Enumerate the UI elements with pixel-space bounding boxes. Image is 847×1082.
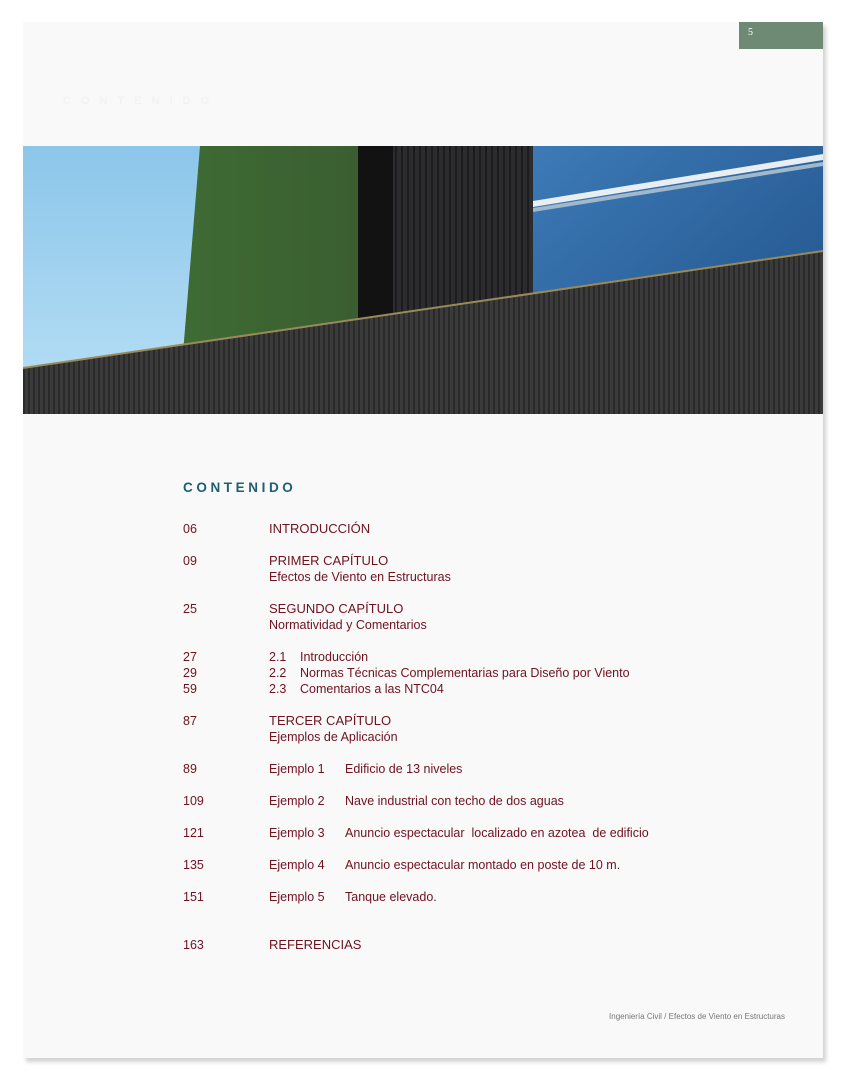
toc-entry-label: Normas Técnicas Complementarias para Diseño por Viento <box>300 666 630 680</box>
toc-example-code: Ejemplo 1 <box>269 762 325 776</box>
toc-section-code: 2.1 <box>269 650 287 664</box>
toc-page-number: 25 <box>183 602 197 616</box>
toc-page-number: 27 <box>183 650 197 664</box>
toc-example-code: Ejemplo 4 <box>269 858 325 872</box>
toc-page-number: 109 <box>183 794 204 808</box>
toc-entry-label: SEGUNDO CAPÍTULO <box>269 601 404 616</box>
toc-title: CONTENIDO <box>183 480 297 495</box>
toc-entry-subtitle: Normatividad y Comentarios <box>269 618 427 632</box>
running-footer: Ingeniería Civil / Efectos de Viento en Estructuras <box>609 1012 785 1021</box>
page-number-tab <box>739 22 823 49</box>
toc-page-number: 121 <box>183 826 204 840</box>
toc-entry-label: Comentarios a las NTC04 <box>300 682 444 696</box>
toc-example-code: Ejemplo 3 <box>269 826 325 840</box>
toc-page-number: 135 <box>183 858 204 872</box>
document-page <box>23 22 823 1058</box>
toc-entry-label: Anuncio espectacular localizado en azotea de edificio <box>345 826 649 840</box>
toc-section-code: 2.3 <box>269 682 287 696</box>
toc-example-code: Ejemplo 2 <box>269 794 325 808</box>
toc-page-number: 163 <box>183 938 204 952</box>
toc-entry-label: Introducción <box>300 650 369 664</box>
toc-page-number: 59 <box>183 682 197 696</box>
toc-entry-subtitle: Efectos de Viento en Estructuras <box>269 570 451 584</box>
toc-entry-subtitle: Ejemplos de Aplicación <box>269 730 398 744</box>
toc-entry-label: Anuncio espectacular montado en poste de 10 m. <box>345 858 621 872</box>
toc-entry-label: TERCER CAPÍTULO <box>269 713 392 728</box>
toc-entry-label: Edificio de 13 niveles <box>345 762 463 776</box>
toc-entry-label: Nave industrial con techo de dos aguas <box>345 794 564 808</box>
toc-page-number: 87 <box>183 714 197 728</box>
toc-page-number: 151 <box>183 890 204 904</box>
toc-example-code: Ejemplo 5 <box>269 890 325 904</box>
toc-page-number: 89 <box>183 762 197 776</box>
toc-entry-label: INTRODUCCIÓN <box>269 521 371 536</box>
building-facade-photo <box>23 146 823 414</box>
ghost-heading: CONTENIDO <box>63 95 219 107</box>
toc-entry-label: Tanque elevado. <box>345 890 437 904</box>
page-number: 5 <box>748 27 753 38</box>
toc-section-code: 2.2 <box>269 666 287 680</box>
toc-entry-label: PRIMER CAPÍTULO <box>269 553 389 568</box>
toc-page-number: 29 <box>183 666 197 680</box>
toc-page-number: 09 <box>183 554 197 568</box>
toc-entry-label: REFERENCIAS <box>269 937 362 952</box>
toc-page-number: 06 <box>183 522 197 536</box>
